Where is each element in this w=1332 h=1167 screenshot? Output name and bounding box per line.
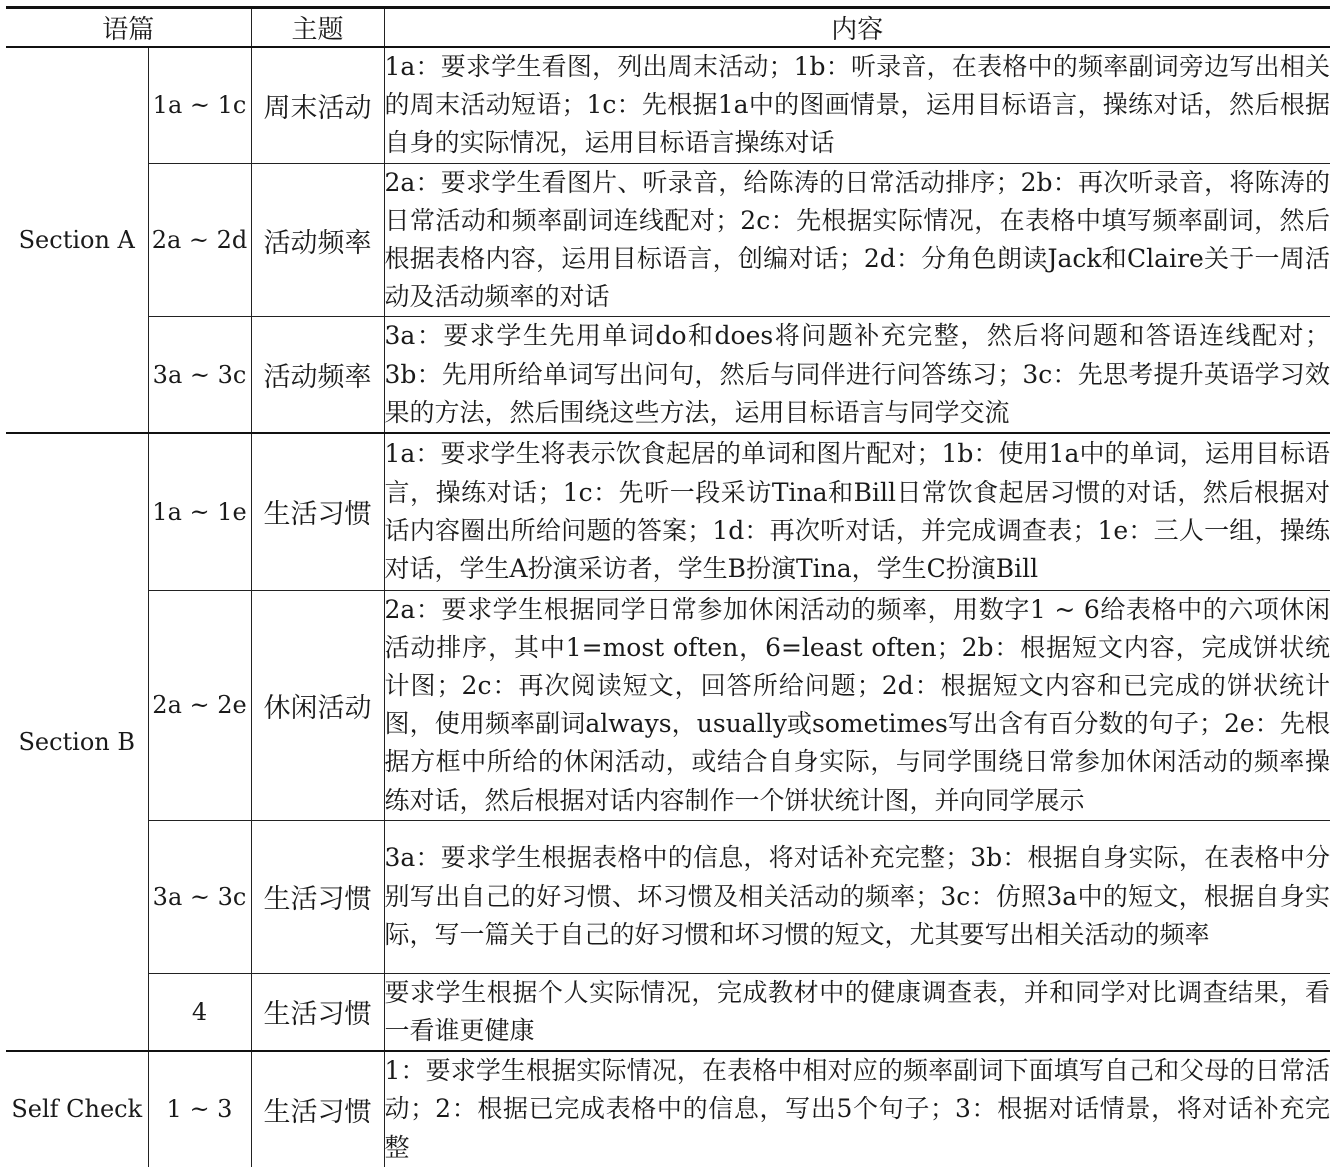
header-topic: 主题: [251, 8, 384, 48]
topic-cell: 生活习惯: [251, 973, 384, 1051]
table-row: [6, 47, 1330, 163]
topic-cell: 生活习惯: [251, 820, 384, 973]
table-row: [6, 820, 1330, 973]
section-name: Self Check: [6, 1051, 148, 1167]
header-section: 语篇: [6, 8, 251, 48]
content-cell: 1：要求学生根据实际情况，在表格中相对应的频率副词下面填写自己和父母的日常活动；2：根据已完成表格中的信息，写出5个句子；3：根据对话情景，将对话补充完整: [384, 1051, 1330, 1167]
content-cell: 3a：要求学生先用单词do和does将问题补充完整，然后将问题和答语连线配对；3b：先用所给单词写出问句，然后与同伴进行问答练习；3c：先思考提升英语学习效果的方法，然后围绕这些方法，运用目标语言与同学交流: [384, 317, 1330, 433]
content-cell: 1a：要求学生将表示饮食起居的单词和图片配对；1b：使用1a中的单词，运用目标语言，操练对话；1c：先听一段采访Tina和Bill日常饮食起居习惯的对话，然后根据对话内容圈出所给问题的答案；1d：再次听对话，并完成调查表；1e：三人一组，操练对话，学生A扮演采访者，学生B扮演Tina，学生C扮演Bill: [384, 433, 1330, 590]
content-cell: 3a：要求学生根据表格中的信息，将对话补充完整；3b：根据自身实际，在表格中分别写出自己的好习惯、坏习惯及相关活动的频率；3c：仿照3a中的短文，根据自身实际，写一篇关于自己的好习惯和坏习惯的短文，尤其要写出相关活动的频率: [384, 820, 1330, 973]
content-cell: 2a：要求学生看图片、听录音，给陈涛的日常活动排序；2b：再次听录音，将陈涛的日常活动和频率副词连线配对；2c：先根据实际情况，在表格中填写频率副词，然后根据表格内容，运用目标语言，创编对话；2d：分角色朗读Jack和Claire关于一周活动及活动频率的对话: [384, 163, 1330, 317]
content-cell: 要求学生根据个人实际情况，完成教材中的健康调查表，并和同学对比调查结果，看一看谁更健康: [384, 973, 1330, 1051]
table-row: [6, 590, 1330, 820]
header-row: [6, 8, 1330, 48]
table-row: [6, 163, 1330, 317]
topic-cell: 周末活动: [251, 47, 384, 163]
part-label: 1a ~ 1e: [148, 433, 251, 590]
part-label: 1 ~ 3: [148, 1051, 251, 1167]
part-label: 4: [148, 973, 251, 1051]
topic-cell: 休闲活动: [251, 590, 384, 820]
lesson-content-table: [6, 6, 1330, 1167]
header-content: 内容: [384, 8, 1330, 48]
table-row: [6, 1051, 1330, 1167]
table-row: [6, 973, 1330, 1051]
part-label: 1a ~ 1c: [148, 47, 251, 163]
table-row: [6, 317, 1330, 433]
topic-cell: 活动频率: [251, 163, 384, 317]
section-name: Section B: [6, 433, 148, 1051]
part-label: 2a ~ 2e: [148, 590, 251, 820]
part-label: 3a ~ 3c: [148, 820, 251, 973]
topic-cell: 生活习惯: [251, 433, 384, 590]
section-name: Section A: [6, 47, 148, 433]
topic-cell: 生活习惯: [251, 1051, 384, 1167]
part-label: 3a ~ 3c: [148, 317, 251, 433]
table-row: [6, 433, 1330, 590]
content-cell: 2a：要求学生根据同学日常参加休闲活动的频率，用数字1 ~ 6给表格中的六项休闲活动排序，其中1=most often，6=least often；2b：根据短文内容，完成饼状统计图；2c：再次阅读短文，回答所给问题；2d：根据短文内容和已完成的饼状统计图，使用频率副词always，usually或sometimes写出含有百分数的句子；2e：先根据方框中所给的休闲活动，或结合自身实际，与同学围绕日常参加休闲活动的频率操练对话，然后根据对话内容制作一个饼状统计图，并向同学展示: [384, 590, 1330, 820]
content-cell: 1a：要求学生看图，列出周末活动；1b：听录音，在表格中的频率副词旁边写出相关的周末活动短语；1c：先根据1a中的图画情景，运用目标语言，操练对话，然后根据自身的实际情况，运用目标语言操练对话: [384, 47, 1330, 163]
part-label: 2a ~ 2d: [148, 163, 251, 317]
topic-cell: 活动频率: [251, 317, 384, 433]
